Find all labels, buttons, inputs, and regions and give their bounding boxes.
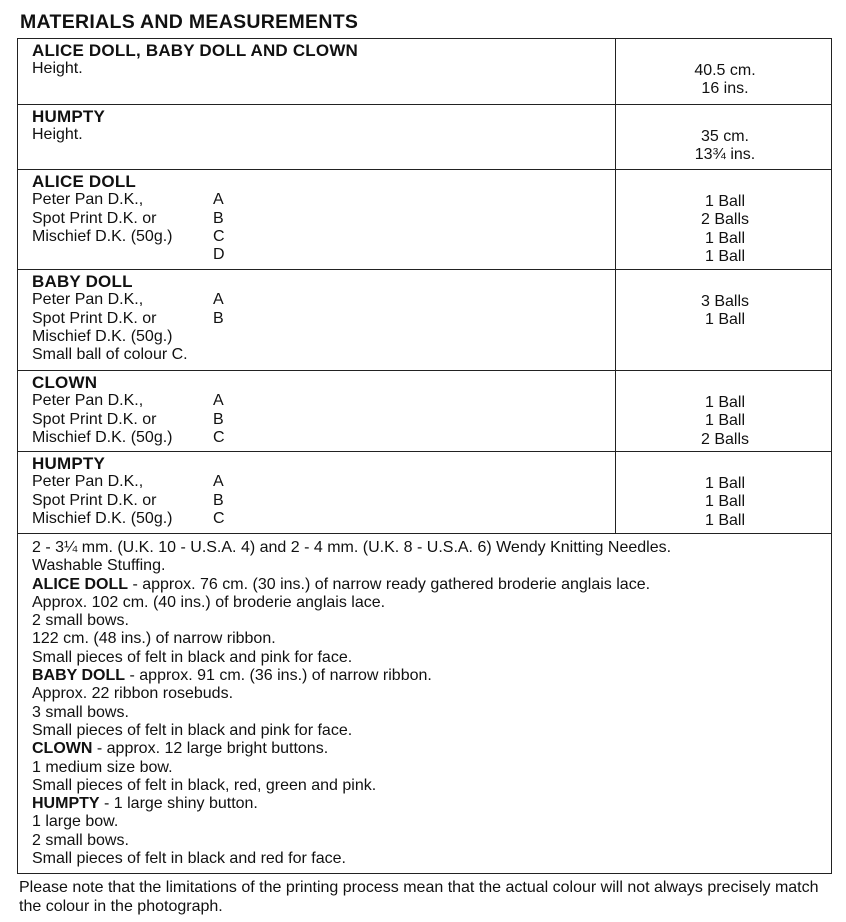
material-row (32, 191, 602, 209)
amount-value: 2 Balls (700, 211, 750, 229)
colour-letter: C (213, 227, 225, 245)
material-name: Mischief D.K. (50g.) (32, 227, 173, 245)
extra-line (32, 685, 822, 703)
extra-line (32, 667, 822, 685)
amount-value: 35 cm. (700, 128, 749, 145)
section-amounts (616, 475, 834, 530)
colour-letter: B (213, 491, 224, 509)
extra-text: Small pieces of felt in black and pink for face. (32, 648, 353, 666)
colour-letter: B (213, 309, 224, 327)
extra-text: 1 medium size bow. (32, 758, 173, 776)
colour-letter: A (213, 392, 224, 410)
material-name: Peter Pan D.K., (32, 473, 144, 491)
amount-value: 16 ins. (701, 80, 749, 98)
extra-line (32, 813, 822, 831)
section-5 (18, 370, 831, 451)
amount-value: 1 Ball (704, 193, 746, 210)
material-row (32, 291, 602, 309)
extra-text: - approx. 12 large bright buttons. (92, 740, 329, 758)
amount-value: 13¾ ins. (694, 146, 756, 164)
material-row (32, 473, 602, 491)
extra-text: - approx. 91 cm. (36 ins.) of narrow ribbon. (125, 667, 432, 685)
section-description (32, 108, 602, 145)
material-row (32, 328, 602, 346)
section-amounts (616, 394, 834, 449)
amount-value: 1 Ball (704, 412, 746, 430)
amount-value: 2 Balls (700, 430, 750, 448)
section-heading: HUMPTY (32, 107, 105, 126)
section-heading: CLOWN (32, 373, 98, 392)
printing-note: Please note that the limitations of the printing process mean that the actual colour will not always precisely match the colour in the photograph. (19, 879, 819, 915)
amount-value: 1 Ball (704, 475, 746, 492)
extra-text: 1 large bow. (32, 813, 119, 831)
amount-value: 3 Balls (700, 293, 750, 310)
amount-value: 1 Ball (704, 511, 746, 529)
material-row (32, 411, 602, 429)
material-name: Spot Print D.K. or (32, 309, 157, 327)
material-name: Spot Print D.K. or (32, 491, 157, 509)
colour-letter: A (213, 291, 224, 309)
material-row (32, 392, 602, 410)
extra-doll-name: HUMPTY (32, 795, 100, 813)
section-description (32, 42, 602, 79)
material-row (32, 228, 602, 246)
material-name: Height. (32, 126, 83, 144)
material-row (32, 210, 602, 228)
extra-doll-name: BABY DOLL (32, 667, 126, 685)
extra-text: Approx. 22 ribbon rosebuds. (32, 685, 234, 703)
material-row (32, 246, 602, 264)
colour-letter: B (213, 410, 224, 428)
section-heading: BABY DOLL (32, 272, 133, 291)
extras-list (32, 539, 822, 868)
material-name: Height. (32, 60, 83, 78)
materials-table (17, 38, 832, 874)
section-amounts (616, 62, 834, 99)
extra-line (32, 722, 822, 740)
extra-line (32, 832, 822, 850)
amount-value: 1 Ball (704, 247, 746, 265)
extra-line (32, 704, 822, 722)
section-description (32, 273, 602, 364)
extra-line (32, 649, 822, 667)
extra-doll-name: CLOWN (32, 740, 93, 758)
amount-value: 40.5 cm. (694, 62, 756, 79)
section-heading: ALICE DOLL, BABY DOLL AND CLOWN (32, 41, 359, 60)
extra-text: 2 small bows. (32, 831, 129, 849)
colour-letter: A (213, 473, 224, 491)
section-6 (18, 451, 831, 533)
amount-value: 1 Ball (704, 394, 746, 411)
extra-text: - 1 large shiny button. (99, 795, 258, 813)
extra-line (32, 539, 822, 557)
amount-value: 1 Ball (704, 493, 746, 511)
section-3 (18, 169, 831, 269)
section-4 (18, 269, 831, 370)
extra-line (32, 630, 822, 648)
extra-doll-name: ALICE DOLL (32, 575, 128, 593)
section-1 (18, 39, 831, 104)
colour-letter: A (213, 191, 224, 209)
page-title: MATERIALS AND MEASUREMENTS (20, 11, 359, 33)
section-description (32, 173, 602, 264)
material-name: Mischief D.K. (50g.) (32, 428, 173, 446)
extra-text: Small pieces of felt in black, red, green and pink. (32, 776, 377, 794)
extra-line (32, 612, 822, 630)
extra-text: Washable Stuffing. (32, 557, 166, 575)
extra-line (32, 557, 822, 575)
material-name: Spot Print D.K. or (32, 209, 157, 227)
section-heading: ALICE DOLL (32, 172, 136, 191)
material-name: Small ball of colour C. (32, 346, 188, 364)
material-name: Peter Pan D.K., (32, 191, 144, 209)
extra-line (32, 594, 822, 612)
colour-letter: B (213, 209, 224, 227)
extra-text: Small pieces of felt in black and red for face. (32, 850, 346, 868)
material-row (32, 510, 602, 528)
section-amounts (616, 128, 834, 165)
extra-text: 2 small bows. (32, 612, 129, 630)
material-name: Spot Print D.K. or (32, 410, 157, 428)
material-row (32, 492, 602, 510)
colour-letter: C (213, 428, 225, 446)
section-amounts (616, 193, 834, 266)
material-row (32, 429, 602, 447)
section-2 (18, 104, 831, 169)
material-row (32, 310, 602, 328)
extra-line (32, 777, 822, 795)
section-description (32, 455, 602, 528)
material-name: Mischief D.K. (50g.) (32, 509, 173, 527)
extra-text: 122 cm. (48 ins.) of narrow ribbon. (32, 630, 276, 648)
material-name: Peter Pan D.K., (32, 291, 144, 309)
section-description (32, 374, 602, 447)
extra-line (32, 850, 822, 868)
material-name: Mischief D.K. (50g.) (32, 327, 173, 345)
extras-section (18, 533, 831, 873)
material-row (32, 60, 602, 78)
material-name: Peter Pan D.K., (32, 392, 144, 410)
extra-text: Small pieces of felt in black and pink for face. (32, 721, 353, 739)
amount-value: 1 Ball (704, 311, 746, 329)
amount-value: 1 Ball (704, 229, 746, 247)
section-amounts (616, 293, 834, 330)
extra-line (32, 740, 822, 758)
colour-letter: C (213, 509, 225, 527)
material-row (32, 346, 602, 364)
extra-text: 3 small bows. (32, 703, 129, 721)
extra-text: - approx. 76 cm. (30 ins.) of narrow ready gathered broderie anglais lace. (128, 575, 651, 593)
material-row (32, 126, 602, 144)
section-heading: HUMPTY (32, 454, 105, 473)
colour-letter: D (213, 246, 225, 264)
extra-line (32, 795, 822, 813)
extra-line (32, 576, 822, 594)
extra-text: 2 - 3¼ mm. (U.K. 10 - U.S.A. 4) and 2 - 4 mm. (U.K. 8 - U.S.A. 6) Wendy Knitting Needles. (32, 539, 672, 556)
extra-text: Approx. 102 cm. (40 ins.) of broderie anglais lace. (32, 593, 386, 611)
extra-line (32, 759, 822, 777)
